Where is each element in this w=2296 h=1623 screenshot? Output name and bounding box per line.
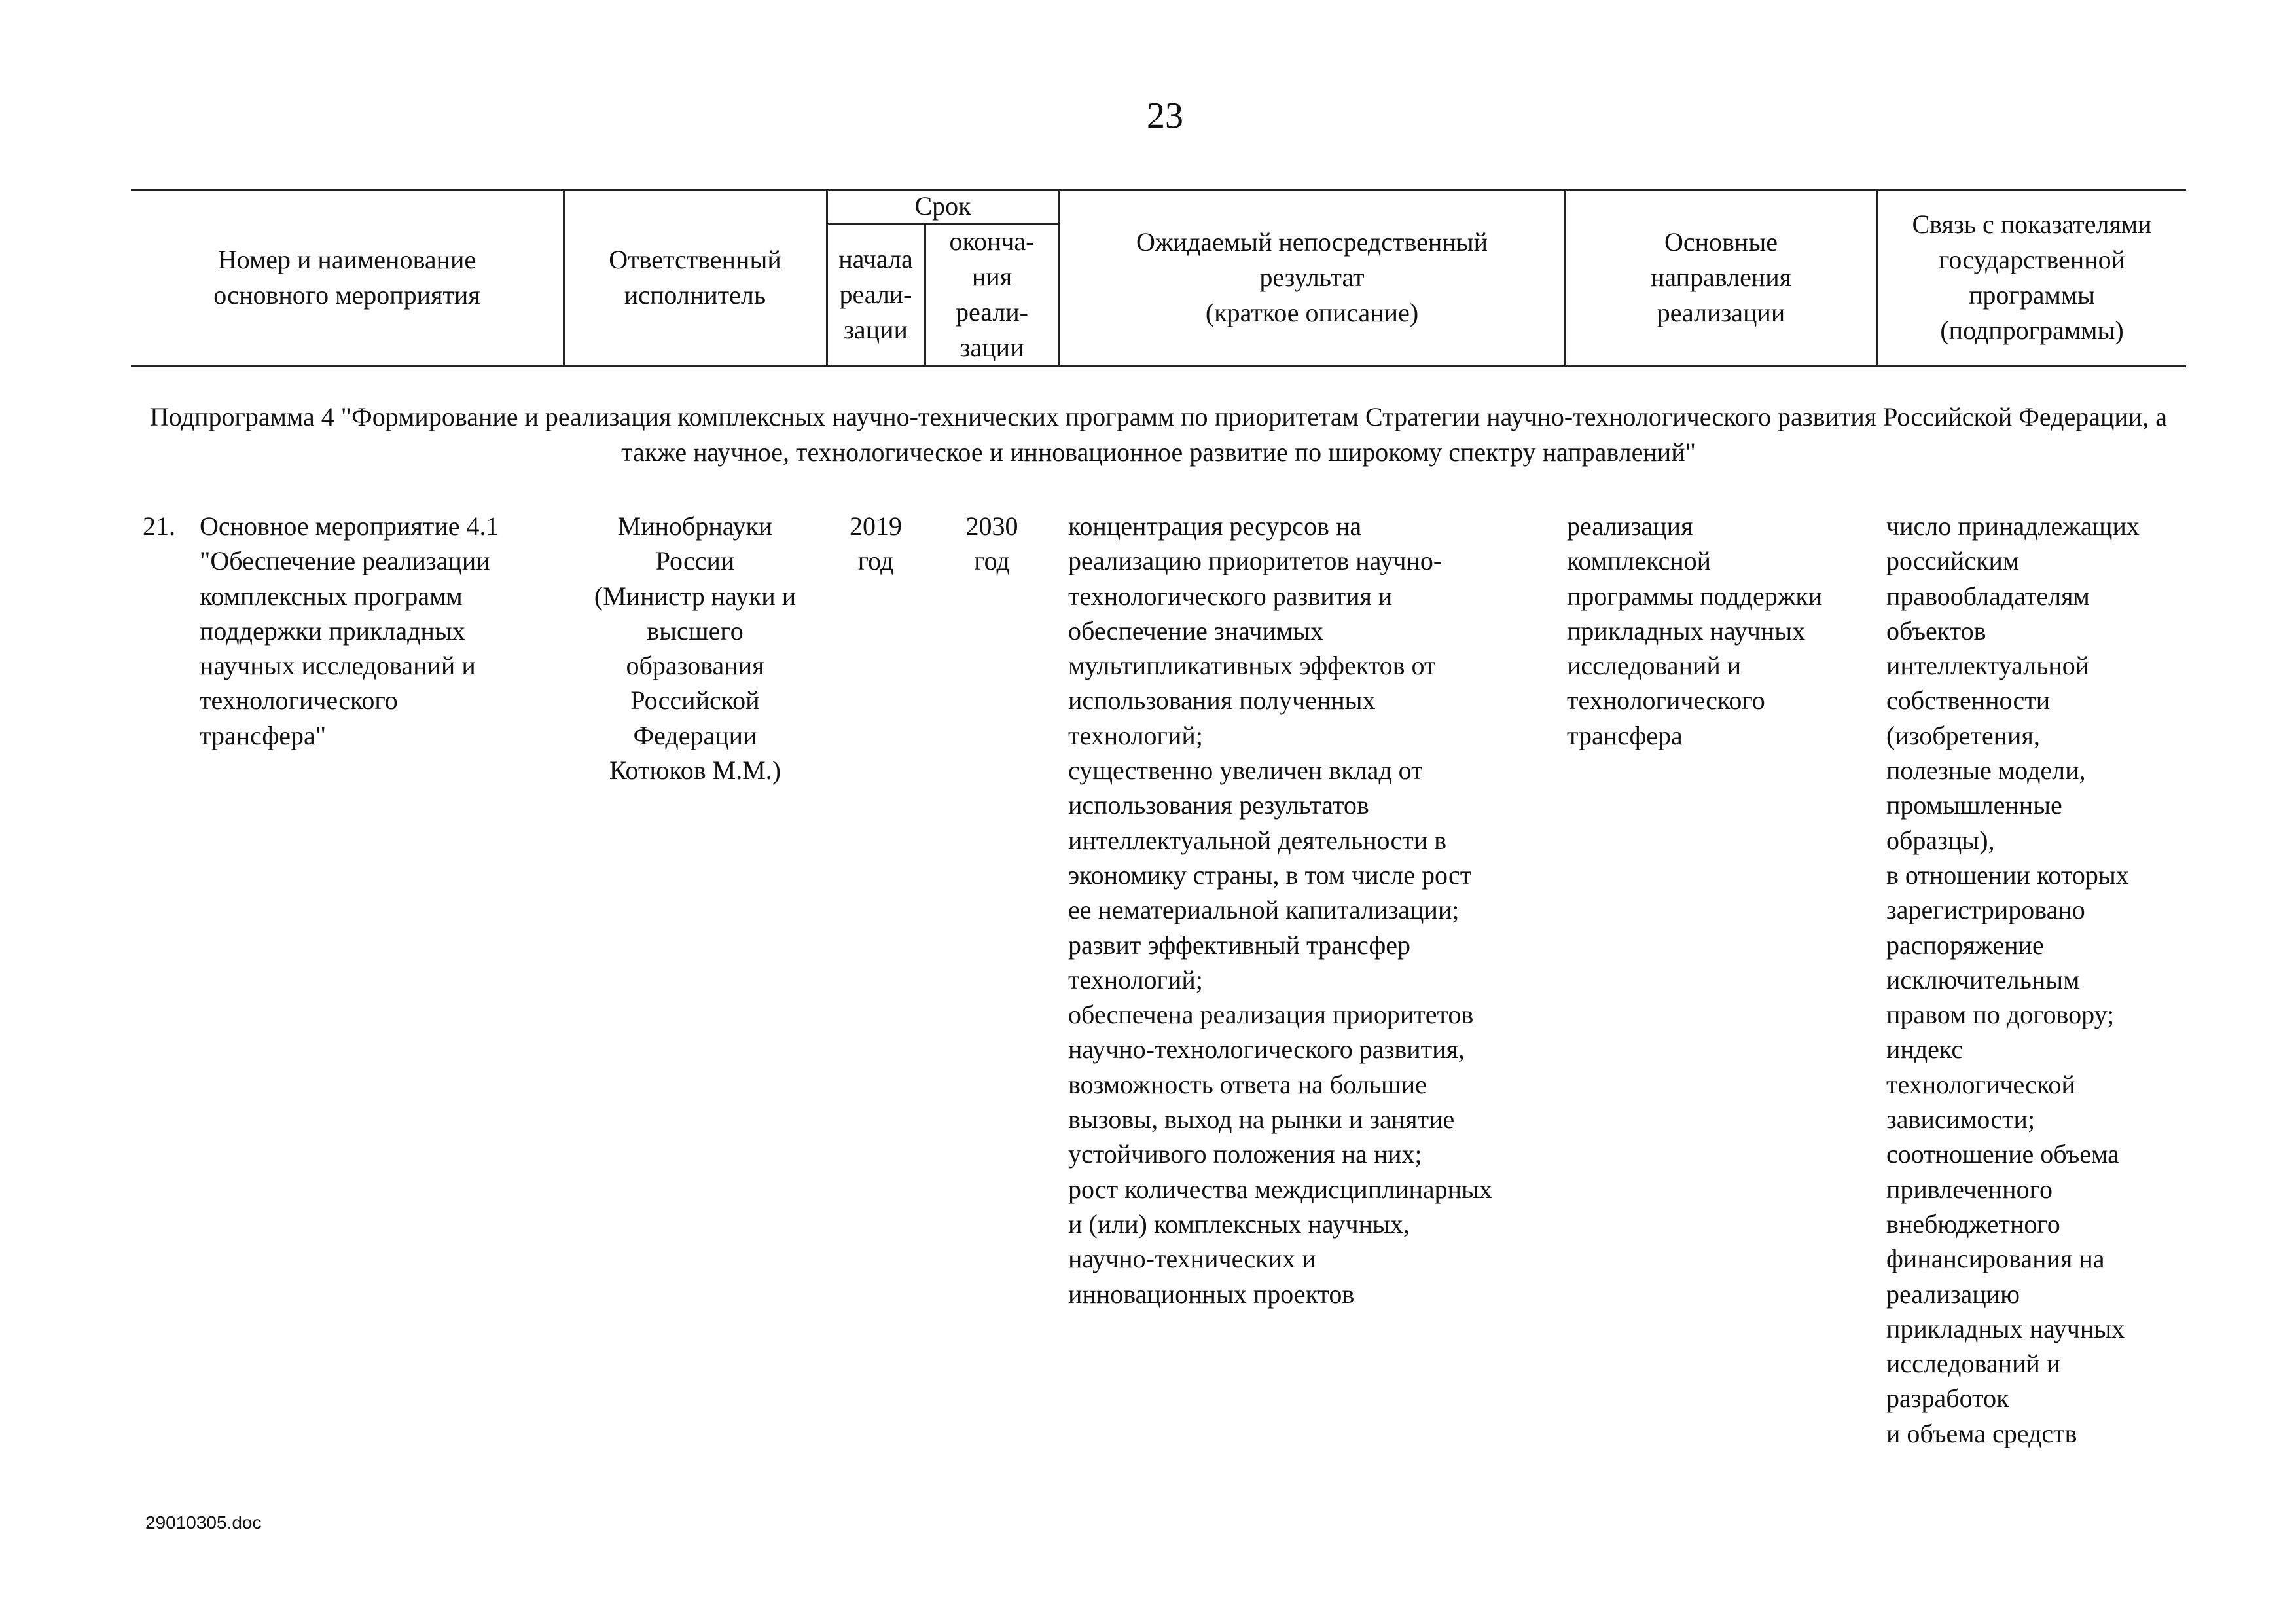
header-col-executor: Ответственный исполнитель [609,245,781,310]
row-directions: реализация комплексной программы поддержки прикладных научных исследований и технологического трансфера [1567,511,1823,750]
row-activity-name: Основное мероприятие 4.1 "Обеспечение реализации комплексных программ поддержки прикладных научных исследований и технологического трансфера" [200,511,499,750]
row-end-year: 2030 год [965,511,1018,576]
page-number: 23 [1147,96,1183,136]
document-code: 29010305.doc [145,1512,262,1533]
header-col-end: оконча- ния реали- зации [949,227,1035,362]
header-col-result: Ожидаемый непосредственный результат (краткое описание) [1136,227,1488,327]
row-number: 21. [143,511,175,541]
row-start-year: 2019 год [850,511,902,576]
row-expected-result: концентрация ресурсов на реализацию приоритетов научно- технологического развития и обеспечение значимых мультипликативных эффектов от использования полученных технологий; существенно увеличен вклад от использования результатов интеллектуальной деятельности в экономику страны, в том числе рост ее нематериальной капитализации; развит эффективный трансфер технологий; обеспечена реализация приоритетов научно-технологического развития, возможность ответа на большие вызовы, выход на рынки и занятие устойчивого положения на них; рост количества междисциплинарных и (или) комплексных научных, научно-технических и инновационных проектов [1068,511,1492,1309]
row-indicators: число принадлежащих российским правообладателям объектов интеллектуальной собственности (изобретения, полезные модели, промышленные образцы), в отношении которых зарегистрировано распоряжение исключительным правом по договору; индекс технологической зависимости; соотношение объема привлеченного внебюджетного финансирования на реализацию прикладных научных исследований и разработок и объема средств [1886,511,2140,1448]
subprogram-title: Подпрограмма 4 "Формирование и реализация комплексных научно-технических программ по приоритетам Стратегии научно-технологического развития Российской Федерации, а также научное, технологическое и инновационное развитие по широкому спектру направлений" [150,402,2167,467]
header-col-directions: Основные направления реализации [1650,227,1792,327]
header-col-term: Срок [914,191,971,221]
row-executor: Минобрнауки России (Министр науки и высшего образования Российской Федерации Котюков М.М.) [594,511,797,786]
header-col-start: начала реали- зации [838,244,913,344]
header-col-indicators: Связь с показателями государственной программы (подпрограммы) [1912,210,2152,345]
header-col-name: Номер и наименование основного мероприятия [213,245,480,310]
